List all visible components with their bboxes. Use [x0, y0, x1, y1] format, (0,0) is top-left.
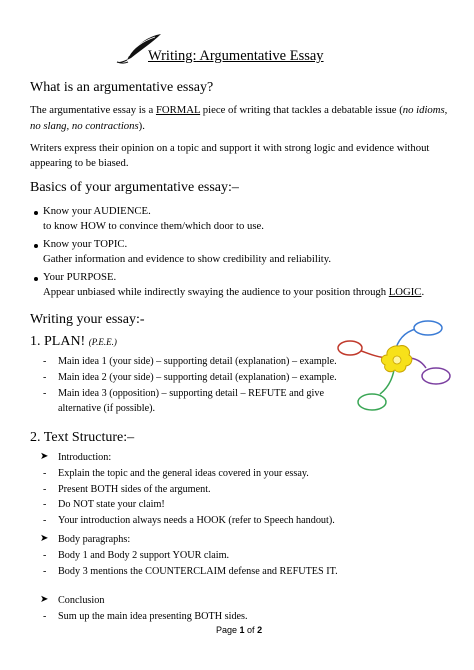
section-heading-what-is: What is an argumentative essay? — [30, 80, 214, 95]
definition-line-1: The argumentative essay is a FORMAL piece of writing that tackles a debatable issue (no idioms, — [30, 104, 448, 116]
arrowhead-bullet-icon: ➤ — [40, 533, 49, 544]
dash-icon: - — [43, 468, 47, 479]
writers-line-2: appearing to be biased. — [30, 157, 129, 169]
dash-icon: - — [43, 356, 47, 367]
intro-item-4: Your introduction always needs a HOOK (refer to Speech handout). — [58, 515, 335, 526]
writers-line-1: Writers express their opinion on a topic and support it with strong logic and evidence without — [30, 142, 430, 154]
body-item-2: Body 3 mentions the COUNTERCLAIM defense and REFUTES IT. — [58, 566, 338, 577]
dash-icon: - — [43, 372, 47, 383]
title-prefix: Writing: — [148, 48, 197, 64]
bullet-icon — [34, 244, 38, 248]
basics-item-purpose-detail: Appear unbiased while indirectly swaying the audience to your position through LOGIC. — [43, 286, 425, 298]
intro-item-1: Explain the topic and the general ideas covered in your essay. — [58, 468, 309, 479]
dash-icon: - — [43, 566, 47, 577]
intro-item-2: Present BOTH sides of the argument. — [58, 484, 211, 495]
intro-label: Introduction: — [58, 452, 112, 463]
section-heading-basics: Basics of your argumentative essay:– — [30, 180, 239, 195]
arrowhead-bullet-icon: ➤ — [40, 594, 49, 605]
basics-item-purpose: Your PURPOSE. — [43, 271, 117, 283]
plan-heading: 1. PLAN! (P.E.E.) — [30, 334, 117, 349]
body-label: Body paragraphs: — [58, 534, 131, 545]
basics-item-audience-detail: to know HOW to convince them/which door to use. — [43, 220, 264, 232]
conclusion-item-1: Sum up the main idea presenting BOTH sides. — [58, 611, 248, 622]
document-title — [148, 48, 324, 65]
mind-map-illustration — [336, 318, 456, 418]
dash-icon: - — [43, 499, 47, 510]
dash-icon: - — [43, 515, 47, 526]
basics-item-topic: Know your TOPIC. — [43, 238, 128, 250]
body-item-1: Body 1 and Body 2 support YOUR claim. — [58, 550, 230, 561]
arrowhead-bullet-icon: ➤ — [40, 451, 49, 462]
definition-line-2: no slang, no contractions). — [30, 120, 145, 132]
intro-item-3: Do NOT state your claim! — [58, 499, 165, 510]
structure-heading: 2. Text Structure:– — [30, 430, 135, 445]
plan-item-2: Main idea 2 (your side) – supporting detail (explanation) – example. — [58, 372, 337, 383]
bullet-icon — [34, 211, 38, 215]
plan-item-3-continued: alternative (if possible). — [58, 403, 156, 414]
basics-item-audience: Know your AUDIENCE. — [43, 205, 151, 217]
plan-item-3: Main idea 3 (opposition) – supporting detail – REFUTE and give — [58, 388, 324, 399]
conclusion-label: Conclusion — [58, 595, 105, 606]
title-rest: Argumentative Essay — [196, 48, 324, 64]
dash-icon: - — [43, 611, 47, 622]
dash-icon: - — [43, 550, 47, 561]
dash-icon: - — [43, 388, 47, 399]
plan-item-1: Main idea 1 (your side) – supporting detail (explanation) – example. — [58, 356, 337, 367]
basics-item-topic-detail: Gather information and evidence to show credibility and reliability. — [43, 253, 332, 265]
bullet-icon — [34, 277, 38, 281]
page-number: Page 1 of 2 — [216, 625, 263, 635]
dash-icon: - — [43, 484, 47, 495]
section-heading-writing: Writing your essay:- — [30, 312, 145, 327]
